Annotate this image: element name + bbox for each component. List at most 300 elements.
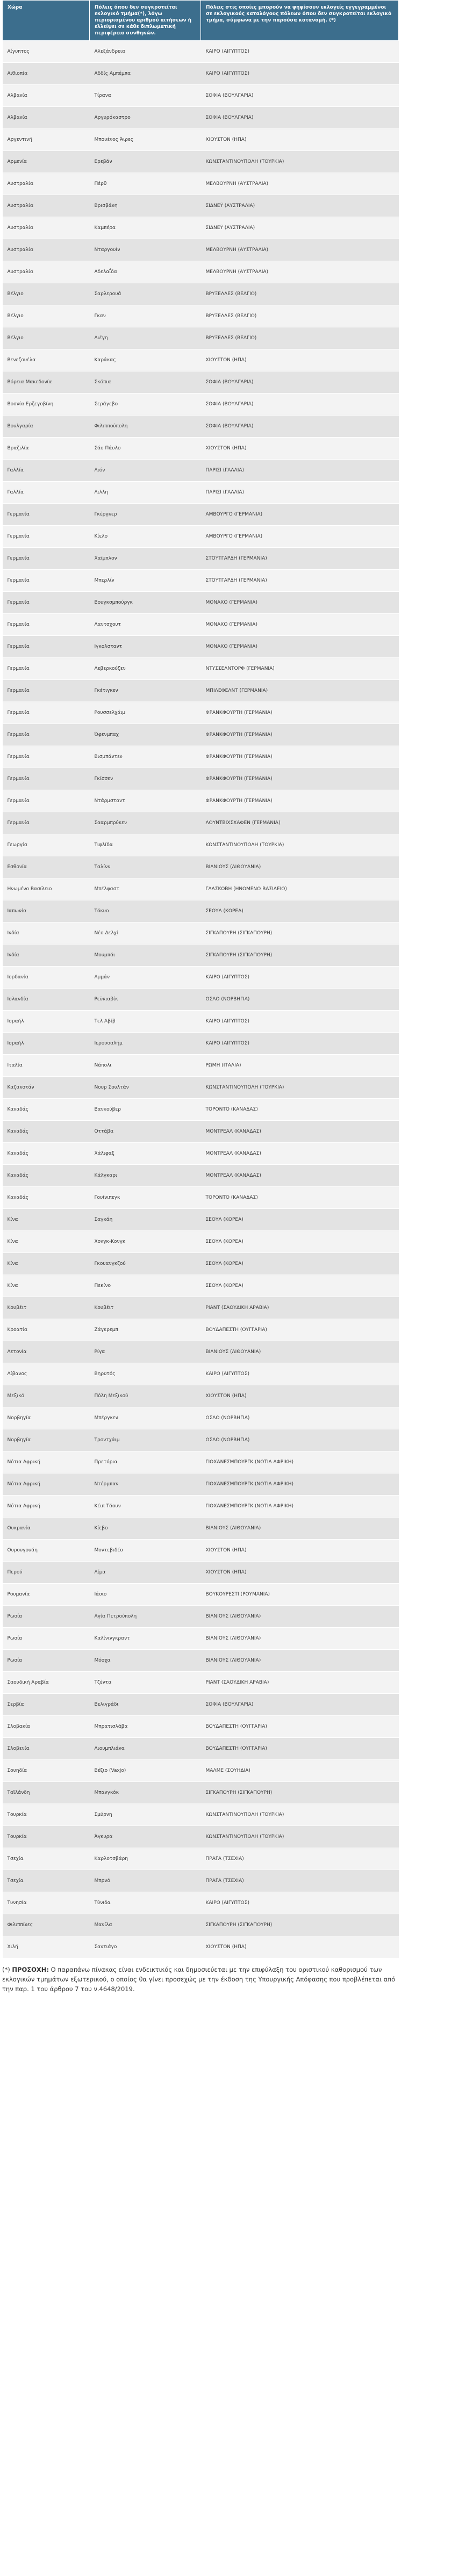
cell-city: Νουρ Σουλτάν — [90, 1077, 201, 1099]
cell-country: Ρωσία — [3, 1650, 90, 1672]
cell-country: Ινδία — [3, 922, 90, 944]
cell-country: Βέλγιο — [3, 327, 90, 349]
cell-country: Τουρκία — [3, 1826, 90, 1848]
cell-voting-city: ΜΠΙΛΕΦΕΛΝΤ (ΓΕΡΜΑΝΙΑ) — [201, 680, 399, 702]
table-row — [3, 1451, 399, 1473]
cell-voting-city: ΒΟΥΚΟΥΡΕΣΤΙ (ΡΟΥΜΑΝΙΑ) — [201, 1584, 399, 1606]
cell-country: Μεξικό — [3, 1385, 90, 1407]
table-row — [3, 1121, 399, 1143]
cell-country: Κίνα — [3, 1275, 90, 1297]
cell-voting-city: ΠΑΡΙΣΙ (ΓΑΛΛΙΑ) — [201, 482, 399, 504]
cell-voting-city: ΟΣΛΟ (ΝΟΡΒΗΓΙΑ) — [201, 989, 399, 1011]
cell-voting-city: ΜΕΛΒΟΥΡΝΗ (ΑΥΣΤΡΑΛΙΑ) — [201, 261, 399, 283]
cell-voting-city: ΣΙΓΚΑΠΟΥΡΗ (ΣΙΓΚΑΠΟΥΡΗ) — [201, 944, 399, 967]
cell-voting-city: ΣΕΟΥΛ (ΚΟΡΕΑ) — [201, 1209, 399, 1231]
cell-city: Μπρνό — [90, 1870, 201, 1892]
table-header — [3, 1, 399, 41]
cell-country: Ινδία — [3, 944, 90, 967]
table-row — [3, 195, 399, 217]
cell-city: Πρετόρια — [90, 1451, 201, 1473]
cell-city: Αμμάν — [90, 967, 201, 989]
cell-country: Αλβανία — [3, 107, 90, 129]
cell-voting-city: ΣΕΟΥΛ (ΚΟΡΕΑ) — [201, 900, 399, 922]
cell-country: Γαλλία — [3, 460, 90, 482]
voting-cities-table — [2, 0, 399, 1958]
cell-country: Ισραήλ — [3, 1033, 90, 1055]
cell-voting-city: ΦΡΑΝΚΦΟΥΡΤΗ (ΓΕΡΜΑΝΙΑ) — [201, 746, 399, 768]
footnote-text: Ο παραπάνω πίνακας είναι ενδεικτικός και δημοσιεύεται με την επιφύλαξη του οριστικού καθορισμού των εκλογικών τμημάτων εξωτερικού, ο οποίος θα γίνει προσεχώς με την έκδοση της Υπουργικής Απόφασης που προβλέπεται από την παρ. 1 του άρθρου 7 του ν.4648/2019. — [2, 1966, 396, 1993]
table-row — [3, 1826, 399, 1848]
cell-country: Περού — [3, 1562, 90, 1584]
cell-country: Λίβανος — [3, 1363, 90, 1385]
cell-voting-city: ΣΟΦΙΑ (ΒΟΥΛΓΑΡΙΑ) — [201, 371, 399, 393]
cell-city: Βελιγράδι — [90, 1694, 201, 1716]
cell-country: Ισραήλ — [3, 1011, 90, 1033]
footnote-marker: (*) — [2, 1966, 10, 1973]
cell-voting-city: ΧΙΟΥΣΤΟΝ (ΗΠΑ) — [201, 1540, 399, 1562]
cell-city: Πεκίνο — [90, 1275, 201, 1297]
table-row — [3, 460, 399, 482]
table-row — [3, 482, 399, 504]
cell-city: Άγκυρα — [90, 1826, 201, 1848]
table-row — [3, 438, 399, 460]
table-row — [3, 63, 399, 85]
cell-country: Σλοβενία — [3, 1738, 90, 1760]
cell-voting-city: ΚΑΙΡΟ (ΑΙΓΥΠΤΟΣ) — [201, 967, 399, 989]
cell-country: Ρουμανία — [3, 1584, 90, 1606]
cell-city: Αδελαΐδα — [90, 261, 201, 283]
cell-city: Τροντχάιμ — [90, 1429, 201, 1451]
cell-city: Όφενμπαχ — [90, 724, 201, 746]
cell-country: Γερμανία — [3, 702, 90, 724]
cell-city: Βηρυτός — [90, 1363, 201, 1385]
cell-city: Τύνιδα — [90, 1892, 201, 1914]
table-row — [3, 1407, 399, 1429]
cell-city: Ζάγκρεμπ — [90, 1319, 201, 1341]
cell-voting-city: ΡΙΑΝΤ (ΣΑΟΥΔΙΚΗ ΑΡΑΒΙΑ) — [201, 1297, 399, 1319]
cell-city: Σμύρνη — [90, 1804, 201, 1826]
cell-voting-city: ΣΟΦΙΑ (ΒΟΥΛΓΑΡΙΑ) — [201, 416, 399, 438]
cell-country: Νότια Αφρική — [3, 1451, 90, 1473]
table-row — [3, 944, 399, 967]
cell-city: Λεβερκούζεν — [90, 658, 201, 680]
cell-city: Σαντιάγο — [90, 1936, 201, 1958]
cell-city: Σκόπια — [90, 371, 201, 393]
table-row — [3, 724, 399, 746]
cell-country: Νορβηγία — [3, 1429, 90, 1451]
cell-country: Λετονία — [3, 1341, 90, 1363]
cell-voting-city: ΣΙΓΚΑΠΟΥΡΗ (ΣΙΓΚΑΠΟΥΡΗ) — [201, 922, 399, 944]
cell-city: Ρεϋκιαβίκ — [90, 989, 201, 1011]
cell-voting-city: ΜΟΝΑΧΟ (ΓΕΡΜΑΝΙΑ) — [201, 592, 399, 614]
cell-country: Καναδάς — [3, 1099, 90, 1121]
cell-city: Αδδίς Αμπέμπα — [90, 63, 201, 85]
cell-city: Κίεβο — [90, 1518, 201, 1540]
cell-country: Γερμανία — [3, 812, 90, 834]
cell-city: Λιόν — [90, 460, 201, 482]
cell-voting-city: ΠΑΡΙΣΙ (ΓΑΛΛΙΑ) — [201, 460, 399, 482]
cell-city: Λιουμπλιάνα — [90, 1738, 201, 1760]
table-row — [3, 856, 399, 878]
cell-city: Γκουανγκζού — [90, 1253, 201, 1275]
cell-country: Σλοβακία — [3, 1716, 90, 1738]
cell-city: Κουβέιτ — [90, 1297, 201, 1319]
cell-voting-city: ΒΡΥΞΕΛΛΕΣ (ΒΕΛΓΙΟ) — [201, 327, 399, 349]
cell-city: Καρλοτσβάρη — [90, 1848, 201, 1870]
cell-voting-city: ΒΙΛΝΙΟΥΣ (ΛΙΘΟΥΑΝΙΑ) — [201, 1606, 399, 1628]
cell-city: Κάλγκαρι — [90, 1165, 201, 1187]
cell-voting-city: ΚΑΙΡΟ (ΑΙΓΥΠΤΟΣ) — [201, 1033, 399, 1055]
table-row — [3, 1936, 399, 1958]
cell-voting-city: ΜΕΛΒΟΥΡΝΗ (ΑΥΣΤΡΑΛΙΑ) — [201, 239, 399, 261]
cell-country: Καναδάς — [3, 1121, 90, 1143]
cell-country: Κίνα — [3, 1209, 90, 1231]
table-row — [3, 1341, 399, 1363]
table-row — [3, 1804, 399, 1826]
cell-city: Τόκυο — [90, 900, 201, 922]
table-row — [3, 1055, 399, 1077]
table-row — [3, 1165, 399, 1187]
cell-country: Τσεχία — [3, 1848, 90, 1870]
cell-voting-city: ΜΟΝΑΧΟ (ΓΕΡΜΑΝΙΑ) — [201, 614, 399, 636]
cell-city: Σααρμπρύκεν — [90, 812, 201, 834]
cell-voting-city: ΣΙΓΚΑΠΟΥΡΗ (ΣΙΓΚΑΠΟΥΡΗ) — [201, 1914, 399, 1936]
cell-voting-city: ΜΕΛΒΟΥΡΝΗ (ΑΥΣΤΡΑΛΙΑ) — [201, 173, 399, 195]
cell-country: Γερμανία — [3, 724, 90, 746]
cell-city: Ιγκολσταντ — [90, 636, 201, 658]
table-row — [3, 570, 399, 592]
cell-country: Βενεζουέλα — [3, 349, 90, 371]
table-row — [3, 1187, 399, 1209]
table-row — [3, 614, 399, 636]
cell-voting-city: ΚΩΝΣΤΑΝΤΙΝΟΥΠΟΛΗ (ΤΟΥΡΚΙΑ) — [201, 1804, 399, 1826]
cell-voting-city: ΒΡΥΞΕΛΛΕΣ (ΒΕΛΓΙΟ) — [201, 283, 399, 305]
cell-city: Μπέργκεν — [90, 1407, 201, 1429]
table-row — [3, 834, 399, 856]
cell-city: Γκέργκερ — [90, 504, 201, 526]
table-row — [3, 702, 399, 724]
table-row — [3, 1099, 399, 1121]
cell-city: Σάο Πάολο — [90, 438, 201, 460]
cell-country: Βοσνία Ερζεγοβίνη — [3, 393, 90, 416]
cell-country: Βόρεια Μακεδονία — [3, 371, 90, 393]
table-row — [3, 1319, 399, 1341]
cell-voting-city: ΑΜΒΟΥΡΓΟ (ΓΕΡΜΑΝΙΑ) — [201, 526, 399, 548]
cell-country: Φιλιππίνες — [3, 1914, 90, 1936]
cell-voting-city: ΦΡΑΝΚΦΟΥΡΤΗ (ΓΕΡΜΑΝΙΑ) — [201, 702, 399, 724]
table-row — [3, 129, 399, 151]
cell-voting-city: ΒΙΛΝΙΟΥΣ (ΛΙΘΟΥΑΝΙΑ) — [201, 1650, 399, 1672]
cell-voting-city: ΣΤΟΥΤΓΑΡΔΗ (ΓΕΡΜΑΝΙΑ) — [201, 548, 399, 570]
cell-city: Κέιπ Τάουν — [90, 1495, 201, 1518]
table-row — [3, 1606, 399, 1628]
table-row — [3, 371, 399, 393]
cell-city: Μπερλίν — [90, 570, 201, 592]
cell-country: Αρμενία — [3, 151, 90, 173]
cell-country: Ιταλία — [3, 1055, 90, 1077]
cell-voting-city: ΣΕΟΥΛ (ΚΟΡΕΑ) — [201, 1253, 399, 1275]
cell-city: Ρουσσελχάιμ — [90, 702, 201, 724]
cell-voting-city: ΟΣΛΟ (ΝΟΡΒΗΓΙΑ) — [201, 1407, 399, 1429]
cell-voting-city: ΚΩΝΣΤΑΝΤΙΝΟΥΠΟΛΗ (ΤΟΥΡΚΙΑ) — [201, 151, 399, 173]
cell-city: Μπέλφαστ — [90, 878, 201, 900]
table-row — [3, 1782, 399, 1804]
cell-country: Γερμανία — [3, 526, 90, 548]
table-row — [3, 239, 399, 261]
cell-city: Νέο Δελχί — [90, 922, 201, 944]
cell-city: Χαϊμπλον — [90, 548, 201, 570]
table-row — [3, 592, 399, 614]
cell-country: Αυστραλία — [3, 217, 90, 239]
cell-country: Ταϊλάνδη — [3, 1782, 90, 1804]
table-row — [3, 1914, 399, 1936]
cell-city: Τζέντα — [90, 1672, 201, 1694]
header-voting-cities: Πόλεις στις οποίες μπορούν να ψηφίσουν εκλογείς εγγεγραμμένοι σε εκλογικούς καταλόγους πόλεων όπου δεν συγκροτείται εκλογικό τμήμα, σύμφωνα με την παρούσα κατανομή. (*) — [201, 1, 399, 41]
cell-voting-city: ΣΕΟΥΛ (ΚΟΡΕΑ) — [201, 1275, 399, 1297]
cell-country: Γεωργία — [3, 834, 90, 856]
table-row — [3, 1209, 399, 1231]
cell-voting-city: ΚΑΙΡΟ (ΑΙΓΥΠΤΟΣ) — [201, 63, 399, 85]
cell-voting-city: ΒΙΛΝΙΟΥΣ (ΛΙΘΟΥΑΝΙΑ) — [201, 1341, 399, 1363]
cell-voting-city: ΣΙΔΝΕΫ (ΑΥΣΤΡΑΛΙΑ) — [201, 217, 399, 239]
cell-voting-city: ΒΡΥΞΕΛΛΕΣ (ΒΕΛΓΙΟ) — [201, 305, 399, 327]
table-row — [3, 1495, 399, 1518]
cell-voting-city: ΜΟΝΤΡΕΑΛ (ΚΑΝΑΔΑΣ) — [201, 1165, 399, 1187]
cell-voting-city: ΜΑΛΜΕ (ΣΟΥΗΔΙΑ) — [201, 1760, 399, 1782]
cell-voting-city: ΛΟΥΝΤΒΙΧΣΧΑΦΕΝ (ΓΕΡΜΑΝΙΑ) — [201, 812, 399, 834]
table-row — [3, 1672, 399, 1694]
table-row — [3, 1143, 399, 1165]
cell-voting-city: ΜΟΝΤΡΕΑΛ (ΚΑΝΑΔΑΣ) — [201, 1121, 399, 1143]
table-row — [3, 151, 399, 173]
table-row — [3, 1429, 399, 1451]
cell-voting-city: ΚΑΙΡΟ (ΑΙΓΥΠΤΟΣ) — [201, 1363, 399, 1385]
table-row — [3, 1694, 399, 1716]
cell-city: Φιλιππούπολη — [90, 416, 201, 438]
cell-city: Ντάρμσταντ — [90, 790, 201, 812]
cell-country: Τουρκία — [3, 1804, 90, 1826]
cell-city: Ιάσιο — [90, 1584, 201, 1606]
cell-voting-city: ΧΙΟΥΣΤΟΝ (ΗΠΑ) — [201, 1385, 399, 1407]
table-row — [3, 1760, 399, 1782]
table-row — [3, 1363, 399, 1385]
cell-country: Χιλή — [3, 1936, 90, 1958]
cell-country: Γερμανία — [3, 658, 90, 680]
cell-voting-city: ΒΙΛΝΙΟΥΣ (ΛΙΘΟΥΑΝΙΑ) — [201, 1518, 399, 1540]
cell-voting-city: ΚΑΙΡΟ (ΑΙΓΥΠΤΟΣ) — [201, 41, 399, 63]
cell-country: Καζακστάν — [3, 1077, 90, 1099]
table-row — [3, 41, 399, 63]
cell-city: Λαντσχουτ — [90, 614, 201, 636]
cell-city: Ρίγα — [90, 1341, 201, 1363]
cell-voting-city: ΒΟΥΔΑΠΕΣΤΗ (ΟΥΓΓΑΡΙΑ) — [201, 1716, 399, 1738]
cell-city: Λιλλη — [90, 482, 201, 504]
cell-voting-city: ΒΟΥΔΑΠΕΣΤΗ (ΟΥΓΓΑΡΙΑ) — [201, 1319, 399, 1341]
cell-country: Σαουδική Αραβία — [3, 1672, 90, 1694]
cell-voting-city: ΚΑΙΡΟ (ΑΙΓΥΠΤΟΣ) — [201, 1011, 399, 1033]
table-row — [3, 636, 399, 658]
footnote — [2, 1965, 398, 1994]
cell-city: Μπανγκόκ — [90, 1782, 201, 1804]
table-row — [3, 746, 399, 768]
cell-country: Καναδάς — [3, 1187, 90, 1209]
table-row — [3, 989, 399, 1011]
cell-country: Βέλγιο — [3, 305, 90, 327]
table-row — [3, 790, 399, 812]
cell-city: Καράκας — [90, 349, 201, 371]
cell-country: Κίνα — [3, 1231, 90, 1253]
table-row — [3, 1518, 399, 1540]
cell-city: Σεράγεβο — [90, 393, 201, 416]
cell-country: Βέλγιο — [3, 283, 90, 305]
cell-country: Ρωσία — [3, 1606, 90, 1628]
table-row — [3, 1848, 399, 1870]
cell-city: Γουίνιπεγκ — [90, 1187, 201, 1209]
table-row — [3, 1385, 399, 1407]
cell-city: Τελ Αβίβ — [90, 1011, 201, 1033]
cell-country: Βραζιλία — [3, 438, 90, 460]
header-country: Χώρα — [3, 1, 90, 41]
cell-city: Μπουένος Άιρες — [90, 129, 201, 151]
cell-voting-city: ΧΙΟΥΣΤΟΝ (ΗΠΑ) — [201, 1936, 399, 1958]
table-row — [3, 261, 399, 283]
cell-country: Σερβία — [3, 1694, 90, 1716]
cell-voting-city: ΒΙΛΝΙΟΥΣ (ΛΙΘΟΥΑΝΙΑ) — [201, 856, 399, 878]
table-row — [3, 1716, 399, 1738]
cell-country: Κίνα — [3, 1253, 90, 1275]
cell-country: Αυστραλία — [3, 173, 90, 195]
cell-country: Αλβανία — [3, 85, 90, 107]
cell-country: Αργεντινή — [3, 129, 90, 151]
cell-city: Μοντεβιδέο — [90, 1540, 201, 1562]
cell-country: Ισλανδία — [3, 989, 90, 1011]
cell-voting-city: ΣΕΟΥΛ (ΚΟΡΕΑ) — [201, 1231, 399, 1253]
cell-country: Αίγυπτος — [3, 41, 90, 63]
cell-city: Αργυρόκαστρο — [90, 107, 201, 129]
cell-city: Σαγκάη — [90, 1209, 201, 1231]
cell-voting-city: ΜΟΝΤΡΕΑΛ (ΚΑΝΑΔΑΣ) — [201, 1143, 399, 1165]
cell-voting-city: ΚΩΝΣΤΑΝΤΙΝΟΥΠΟΛΗ (ΤΟΥΡΚΙΑ) — [201, 1077, 399, 1099]
cell-city: Νάπολι — [90, 1055, 201, 1077]
table-row — [3, 548, 399, 570]
cell-city: Ερεβάν — [90, 151, 201, 173]
cell-country: Γερμανία — [3, 746, 90, 768]
cell-country: Γερμανία — [3, 548, 90, 570]
table-row — [3, 1011, 399, 1033]
cell-country: Γερμανία — [3, 680, 90, 702]
table-row — [3, 1540, 399, 1562]
cell-city: Βανκούβερ — [90, 1099, 201, 1121]
cell-voting-city: ΚΑΙΡΟ (ΑΙΓΥΠΤΟΣ) — [201, 1892, 399, 1914]
cell-city: Βρισβάνη — [90, 195, 201, 217]
cell-country: Ιορδανία — [3, 967, 90, 989]
table-row — [3, 305, 399, 327]
cell-city: Γκαν — [90, 305, 201, 327]
cell-city: Τίρανα — [90, 85, 201, 107]
table-row — [3, 1253, 399, 1275]
cell-city: Πόλη Μεξικού — [90, 1385, 201, 1407]
table-row — [3, 812, 399, 834]
cell-voting-city: ΓΙΟΧΑΝΕΣΜΠΟΥΡΓΚ (ΝΟΤΙΑ ΑΦΡΙΚΗ) — [201, 1451, 399, 1473]
cell-country: Τυνησία — [3, 1892, 90, 1914]
cell-voting-city: ΧΙΟΥΣΤΟΝ (ΗΠΑ) — [201, 349, 399, 371]
cell-city: Αλεξάνδρεια — [90, 41, 201, 63]
cell-voting-city: ΓΛΑΣΚΩΒΗ (ΗΝΩΜΕΝΟ ΒΑΣΙΛΕΙΟ) — [201, 878, 399, 900]
table-row — [3, 1870, 399, 1892]
cell-country: Αυστραλία — [3, 239, 90, 261]
cell-voting-city: ΦΡΑΝΚΦΟΥΡΤΗ (ΓΕΡΜΑΝΙΑ) — [201, 790, 399, 812]
cell-city: Μόσχα — [90, 1650, 201, 1672]
table-row — [3, 349, 399, 371]
cell-city: Ταλίνν — [90, 856, 201, 878]
cell-country: Βουλγαρία — [3, 416, 90, 438]
cell-voting-city: ΝΤΥΣΣΕΛΝΤΟΡΦ (ΓΕΡΜΑΝΙΑ) — [201, 658, 399, 680]
table-row — [3, 1650, 399, 1672]
cell-voting-city: ΠΡΑΓΑ (ΤΣΕΧΙΑ) — [201, 1848, 399, 1870]
cell-country: Γερμανία — [3, 768, 90, 790]
cell-city: Μανίλα — [90, 1914, 201, 1936]
cell-voting-city: ΣΤΟΥΤΓΑΡΔΗ (ΓΕΡΜΑΝΙΑ) — [201, 570, 399, 592]
table-row — [3, 922, 399, 944]
cell-country: Ουκρανία — [3, 1518, 90, 1540]
table-row — [3, 327, 399, 349]
cell-country: Γερμανία — [3, 614, 90, 636]
cell-city: Βέξιο (Vaxjo) — [90, 1760, 201, 1782]
cell-country: Νορβηγία — [3, 1407, 90, 1429]
cell-city: Καλίνινγκραντ — [90, 1628, 201, 1650]
cell-city: Σαρλερουά — [90, 283, 201, 305]
table-row — [3, 1297, 399, 1319]
cell-city: Γκέτιγκεν — [90, 680, 201, 702]
cell-voting-city: ΜΟΝΑΧΟ (ΓΕΡΜΑΝΙΑ) — [201, 636, 399, 658]
table-row — [3, 1077, 399, 1099]
cell-voting-city: ΑΜΒΟΥΡΓΟ (ΓΕΡΜΑΝΙΑ) — [201, 504, 399, 526]
table-row — [3, 900, 399, 922]
cell-country: Ιαπωνία — [3, 900, 90, 922]
table-row — [3, 1231, 399, 1253]
cell-voting-city: ΧΙΟΥΣΤΟΝ (ΗΠΑ) — [201, 1562, 399, 1584]
cell-country: Καναδάς — [3, 1165, 90, 1187]
cell-city: Πέρθ — [90, 173, 201, 195]
cell-voting-city: ΠΡΑΓΑ (ΤΣΕΧΙΑ) — [201, 1870, 399, 1892]
cell-voting-city: ΓΙΟΧΑΝΕΣΜΠΟΥΡΓΚ (ΝΟΤΙΑ ΑΦΡΙΚΗ) — [201, 1495, 399, 1518]
table-row — [3, 283, 399, 305]
cell-country: Γερμανία — [3, 636, 90, 658]
table-row — [3, 107, 399, 129]
table-row — [3, 768, 399, 790]
cell-country: Εσθονία — [3, 856, 90, 878]
cell-city: Αγία Πετρούπολη — [90, 1606, 201, 1628]
cell-country: Καναδάς — [3, 1143, 90, 1165]
cell-voting-city: ΧΙΟΥΣΤΟΝ (ΗΠΑ) — [201, 438, 399, 460]
cell-voting-city: ΡΩΜΗ (ΙΤΑΛΙΑ) — [201, 1055, 399, 1077]
table-row — [3, 1562, 399, 1584]
cell-city: Κίελο — [90, 526, 201, 548]
cell-voting-city: ΣΟΦΙΑ (ΒΟΥΛΓΑΡΙΑ) — [201, 1694, 399, 1716]
table-row — [3, 967, 399, 989]
cell-voting-city: ΡΙΑΝΤ (ΣΑΟΥΔΙΚΗ ΑΡΑΒΙΑ) — [201, 1672, 399, 1694]
table-row — [3, 1628, 399, 1650]
cell-country: Γερμανία — [3, 570, 90, 592]
cell-country: Νότια Αφρική — [3, 1495, 90, 1518]
cell-city: Χονγκ-Κονγκ — [90, 1231, 201, 1253]
cell-country: Ηνωμένο Βασίλειο — [3, 878, 90, 900]
cell-country: Ουρουγουάη — [3, 1540, 90, 1562]
cell-country: Γερμανία — [3, 504, 90, 526]
cell-city: Ιερουσαλήμ — [90, 1033, 201, 1055]
cell-country: Γερμανία — [3, 790, 90, 812]
cell-voting-city: ΚΩΝΣΤΑΝΤΙΝΟΥΠΟΛΗ (ΤΟΥΡΚΙΑ) — [201, 834, 399, 856]
